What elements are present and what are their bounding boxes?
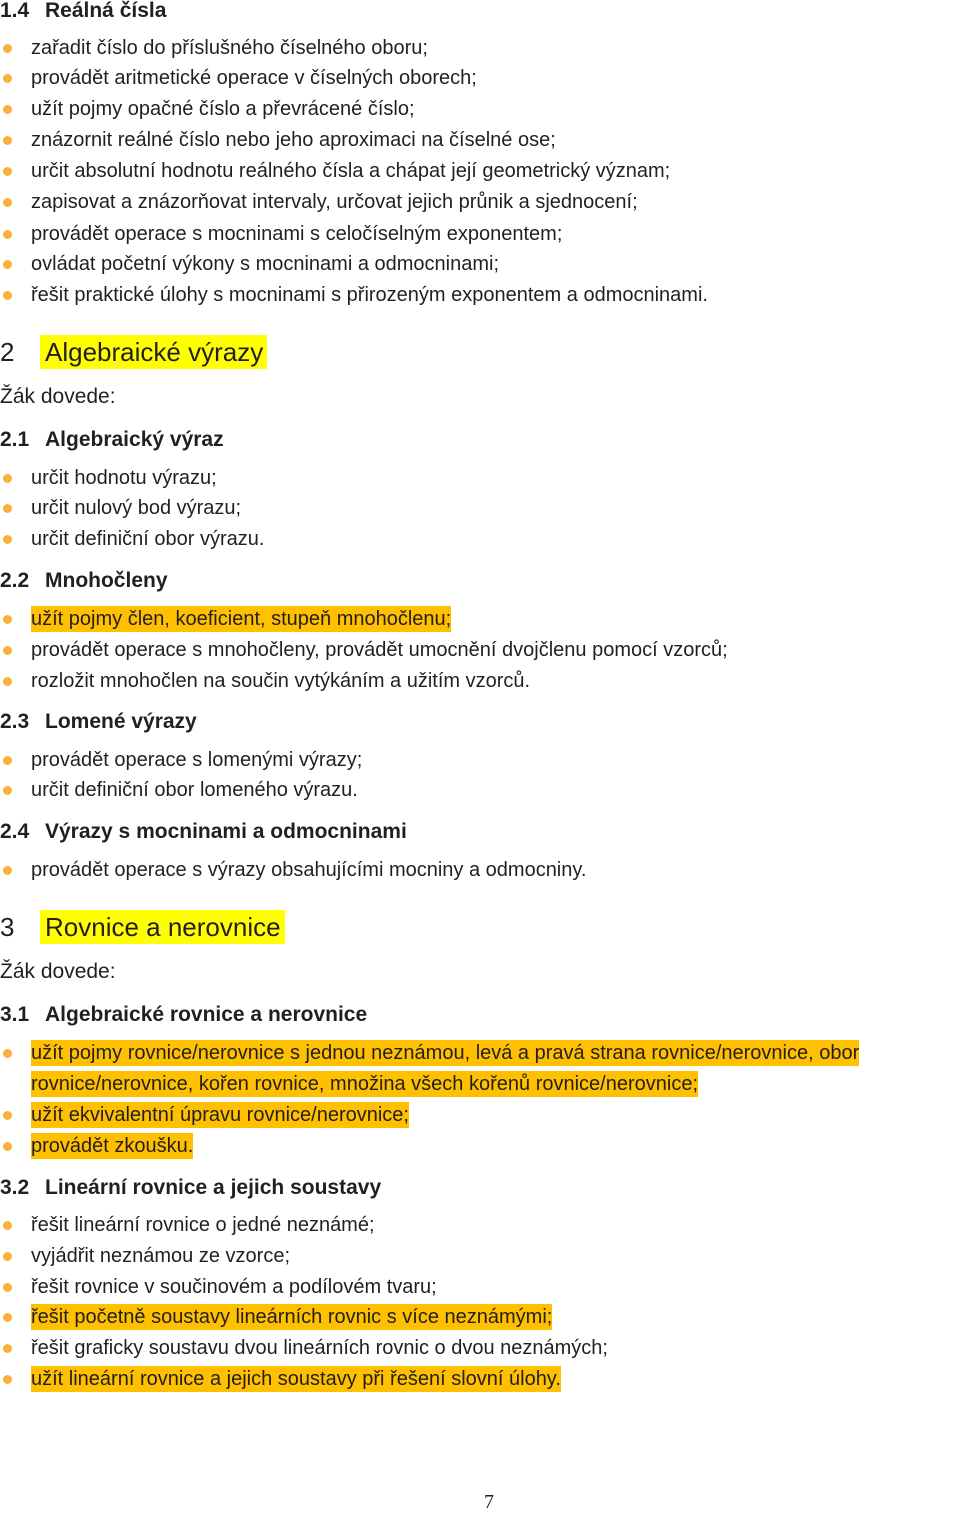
- bullet-dot-icon: [3, 105, 12, 114]
- bullet-dot-icon: [3, 646, 12, 655]
- highlighted-text: užít ekvivalentní úpravu rovnice/nerovnice;: [31, 1104, 409, 1126]
- highlighted-text: užít pojmy člen, koeficient, stupeň mnohočlenu;: [31, 608, 452, 630]
- bullet-dot-icon: [3, 136, 12, 145]
- section-title: Reálná čísla: [45, 0, 167, 22]
- document-page: 1.4 Reálná čísla zařadit číslo do příslušného číselného oboru; provádět aritmetické operace v číselných oborech; užít pojmy opačné číslo a převrácené číslo; znázornit reálné číslo nebo jeho aproximaci na číselné ose; určit absolutní hodnotu reálného čísla a chápat její geometrický význam; zapisovat a znázorňovat intervaly, určovat jejich průnik a sjednocení; provádět operace s mocninami s celočíselným exponentem; ovládat početní výkony s mocninami a odmocninami; řešit praktické úlohy s mocninami s přirozeným exponentem a odmocninami. 2 Algebraické výrazy Žák dovede: 2.1 Algebraický výraz určit hodnotu výrazu; určit nulový bod výrazu; určit definiční obor výrazu. 2.2 Mnohočleny užít pojmy člen, koeficient, stupeň mnohočlenu; provádět operace s mnohočleny, provádět umocnění dvojčlenu pomocí vzorců; rozložit mnohočlen na součin vytýkáním a užitím vzorců. 2.3 Lomené výrazy provádět operace s lomenými výrazy; určit definiční obor lomeného výrazu. 2.4 Výrazy s mocninami a odmocninami provádět operace s výrazy obsahujícími mocniny a odmocniny. 3 Rovnice a nerovnice Žák dovede: 3.1 Algebraické rovnice a nerovnice užít pojmy rovnice/nerovnice s jednou neznámou, levá a pravá strana rovnice/nerovnice, obor rovnice/nerovnice, kořen rovnice, množina všech kořenů rovnice/nerovnice; užít ekvivalentní úpravu rovnice/nerovnice; provádět zkoušku. 3.2 Lineární rovnice a jejich soustavy řešit lineární rovnice o jedné neznámé; vyjádřit neznámou ze vzorce; řešit rovnice v součinovém a podílovém tvaru; řešit početně soustavy lineárních rovnic s více neznámými; řešit graficky soustavu dvou lineárních rovnic o dvou neznámých; užít lineární rovnice a jejich soustavy při řešení slovní úlohy. 7: [0, 0, 960, 1512]
- section-heading-2-4: [0, 819, 407, 845]
- bullet-dot-icon: [3, 1344, 12, 1353]
- bullet-dot-icon: [3, 167, 12, 176]
- pupil-label: Žák dovede:: [0, 385, 116, 408]
- bullet-dot-icon: [3, 535, 12, 544]
- bullet-dot-icon: [3, 1221, 12, 1230]
- bullet-dot-icon: [3, 1049, 12, 1058]
- chapter-title: Algebraické výrazy: [40, 335, 267, 369]
- bullet-dot-icon: [3, 615, 12, 624]
- page-number: 7: [484, 1491, 494, 1513]
- section-heading-2-1: [0, 427, 224, 453]
- chapter-heading-2: [0, 335, 267, 369]
- bullet-dot-icon: [3, 1252, 12, 1261]
- highlighted-text: užít lineární rovnice a jejich soustavy při řešení slovní úlohy.: [31, 1368, 561, 1390]
- section-heading-2-2: [0, 568, 168, 594]
- bullet-dot-icon: [3, 230, 12, 239]
- section-number: 2.1: [0, 428, 30, 451]
- highlighted-text: provádět zkoušku.: [31, 1135, 194, 1157]
- bullet-dot-icon: [3, 291, 12, 300]
- bullet-dot-icon: [3, 756, 12, 765]
- bullet-dot-icon: [3, 198, 12, 207]
- section-title: Výrazy s mocninami a odmocninami: [45, 820, 407, 843]
- bullet-dot-icon: [3, 504, 12, 513]
- chapter-heading-3: [0, 910, 285, 944]
- section-heading-1-4: [0, 0, 166, 24]
- section-heading-3-2: [0, 1175, 381, 1201]
- bullet-dot-icon: [3, 677, 12, 686]
- section-number: 2.2: [0, 569, 30, 592]
- bullet-dot-icon: [3, 1375, 12, 1384]
- bullet-dot-icon: [3, 74, 12, 83]
- highlighted-text: užít pojmy rovnice/nerovnice s jednou neznámou, levá a pravá strana rovnice/nerovnice, obor: [31, 1042, 860, 1064]
- section-title: Mnohočleny: [45, 569, 168, 592]
- section-number: 3.2: [0, 1176, 30, 1199]
- bullet-dot-icon: [3, 474, 12, 483]
- section-number: 3.1: [0, 1003, 30, 1026]
- bullet-dot-icon: [3, 260, 12, 269]
- pupil-label: Žák dovede:: [0, 960, 116, 983]
- bullet-dot-icon: [3, 866, 12, 875]
- bullet-dot-icon: [3, 1142, 12, 1151]
- highlighted-text: řešit početně soustavy lineárních rovnic s více neznámými;: [31, 1306, 553, 1328]
- section-title: Lineární rovnice a jejich soustavy: [45, 1176, 382, 1199]
- chapter-number: 3: [0, 912, 15, 942]
- bullet-dot-icon: [3, 786, 12, 795]
- bullet-dot-icon: [3, 1313, 12, 1322]
- bullet-dot-icon: [3, 1111, 12, 1120]
- chapter-number: 2: [0, 337, 15, 367]
- section-title: Algebraický výraz: [45, 428, 224, 451]
- section-heading-3-1: [0, 1002, 367, 1028]
- section-number: 2.3: [0, 710, 30, 733]
- section-heading-2-3: [0, 709, 197, 735]
- highlighted-text: rovnice/nerovnice, kořen rovnice, množina všech kořenů rovnice/nerovnice;: [31, 1073, 699, 1095]
- bullet-dot-icon: [3, 44, 12, 53]
- section-number: 1.4: [0, 0, 30, 22]
- chapter-title: Rovnice a nerovnice: [40, 910, 285, 944]
- bullet-dot-icon: [3, 1283, 12, 1292]
- section-title: Lomené výrazy: [45, 710, 197, 733]
- section-title: Algebraické rovnice a nerovnice: [45, 1003, 368, 1026]
- section-number: 2.4: [0, 820, 30, 843]
